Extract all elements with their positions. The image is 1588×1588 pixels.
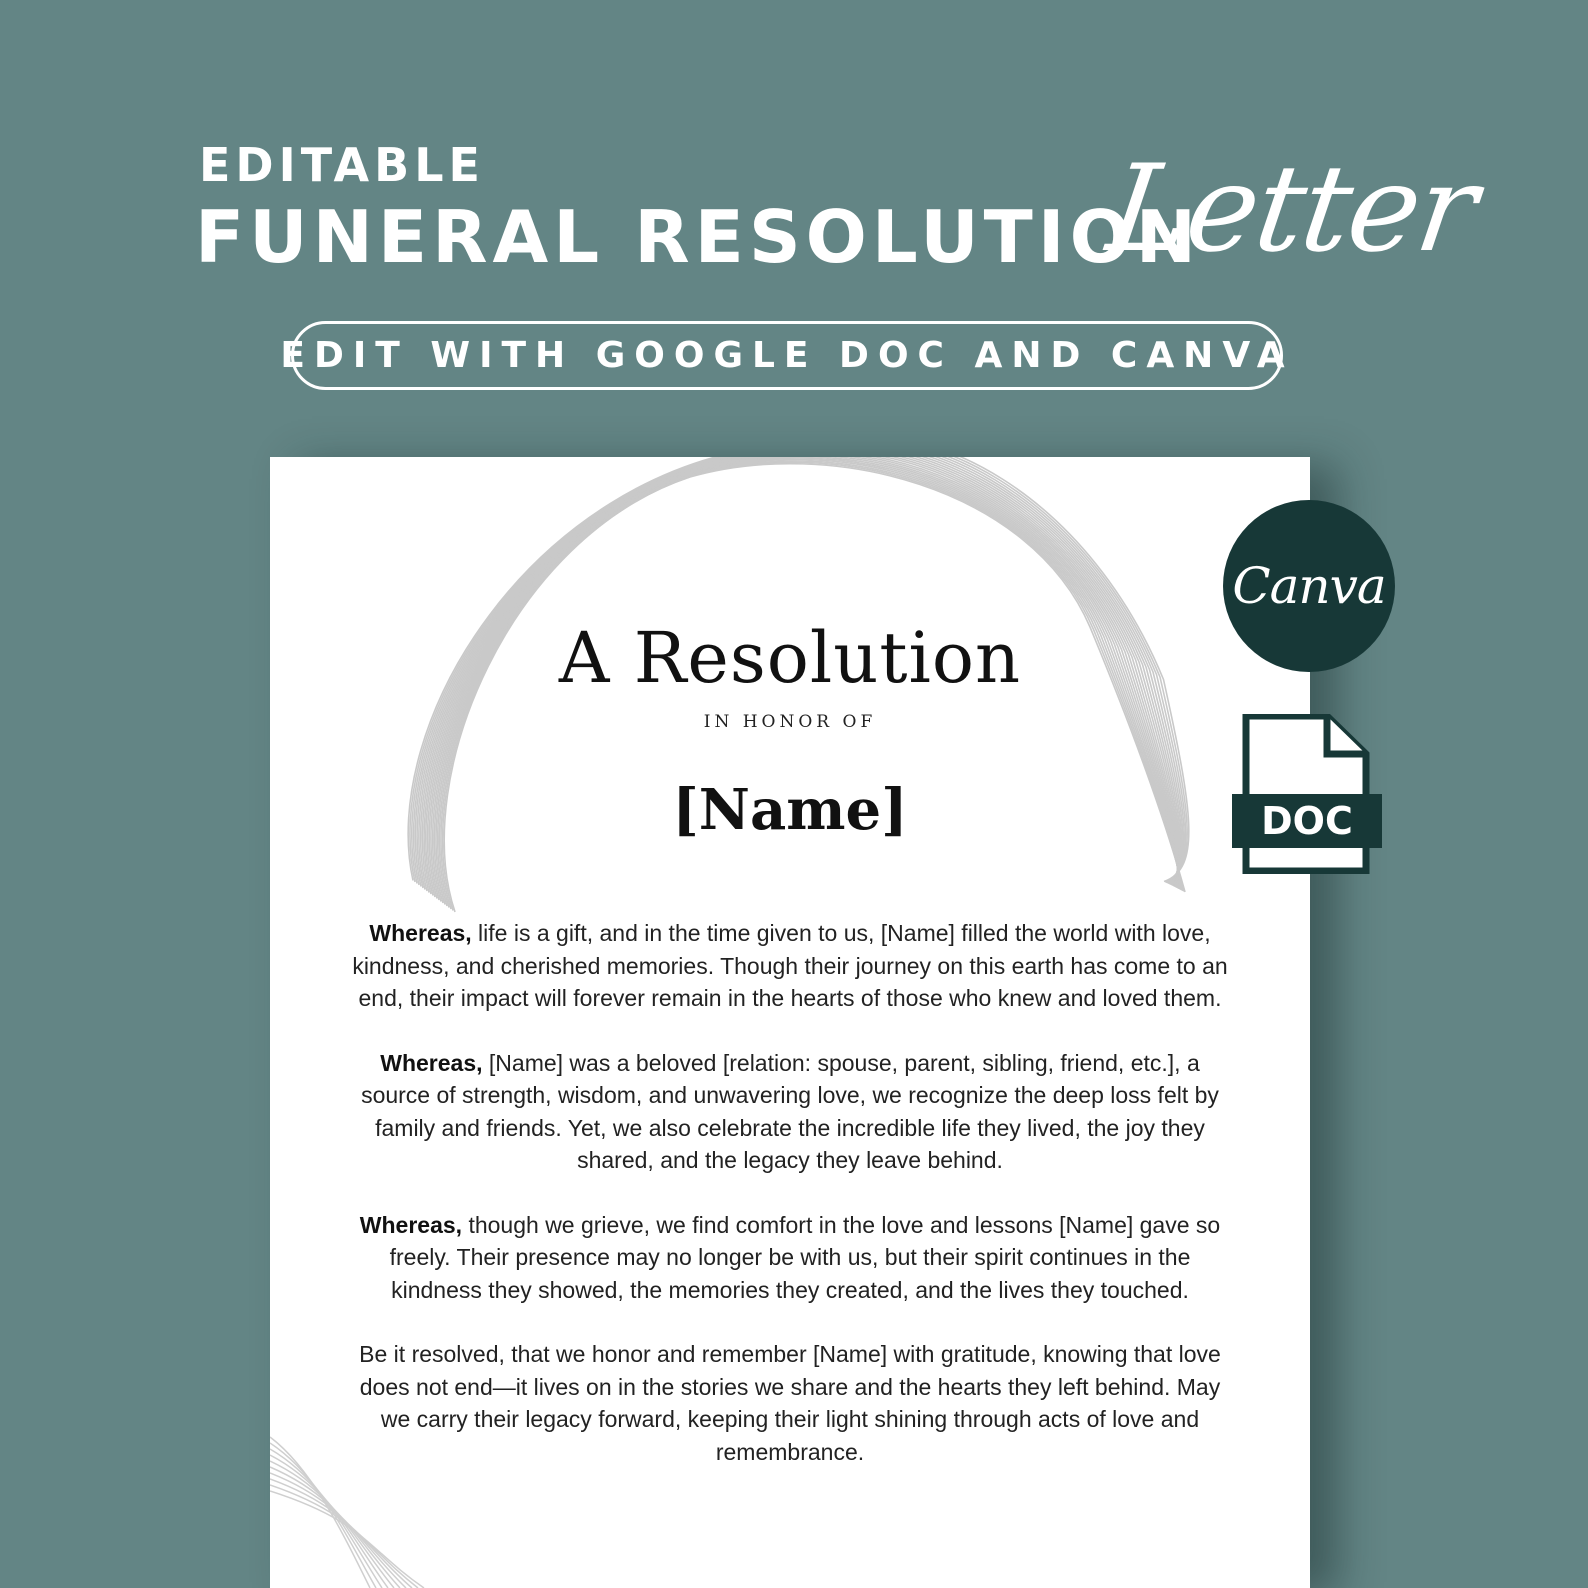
letter-preview-sheet — [270, 457, 1310, 1588]
canva-label: Canva — [1232, 557, 1386, 615]
honoree-name-placeholder: [Name] — [672, 777, 908, 843]
resolution-paragraph — [350, 917, 1230, 1015]
doc-label: DOC — [1261, 799, 1353, 843]
kicker-label: EDITABLE — [199, 138, 485, 192]
resolution-paragraph — [350, 1047, 1230, 1177]
script-word: Letter — [1100, 140, 1484, 279]
pill-label: EDIT WITH GOOGLE DOC AND CANVA — [280, 335, 1294, 376]
paragraph-lead: Whereas, — [380, 1049, 483, 1076]
doc-file-icon — [1232, 714, 1382, 874]
edit-with-pill — [280, 321, 1294, 390]
resolution-paragraph — [350, 1338, 1230, 1468]
paragraph-text: Be it resolved, that we honor and remember [Name] with gratitude, knowing that love does not end—it lives on in the stories we share and the hearts they left behind. May we carry their legacy forward, keeping their light shining through acts of love and remembrance. — [359, 1341, 1221, 1465]
paragraph-text: [Name] was a beloved [relation: spouse, parent, sibling, friend, etc.], a source of strength, wisdom, and unwavering love, we recognize the deep loss felt by family and friends. Yet, we also celebrate the incredible life they lived, the joy they shared, and the legacy they leave behind. — [361, 1049, 1219, 1173]
paragraph-text: life is a gift, and in the time given to us, [Name] filled the world with love, kindness, and cherished memories. Though their journey on this earth has come to an end, their impact will forever remain in the hearts of those who knew and loved them. — [352, 920, 1228, 1011]
paragraph-lead: Whereas, — [369, 920, 472, 946]
headline: FUNERAL RESOLUTION — [195, 195, 1202, 279]
document-subtitle: IN HONOR OF — [703, 712, 877, 732]
document-title: A Resolution — [558, 617, 1022, 699]
paragraph-lead: Whereas, — [359, 1211, 463, 1238]
canva-logo-icon — [1223, 500, 1395, 672]
resolution-paragraph — [350, 1209, 1230, 1307]
paragraph-text: though we grieve, we find comfort in the love and lessons [Name] gave so freely. Their presence may no longer be with us, but their spirit continues in the kindness they showed, the memories they created, and the lives they touched. — [389, 1211, 1221, 1303]
resolution-body — [350, 917, 1230, 1500]
